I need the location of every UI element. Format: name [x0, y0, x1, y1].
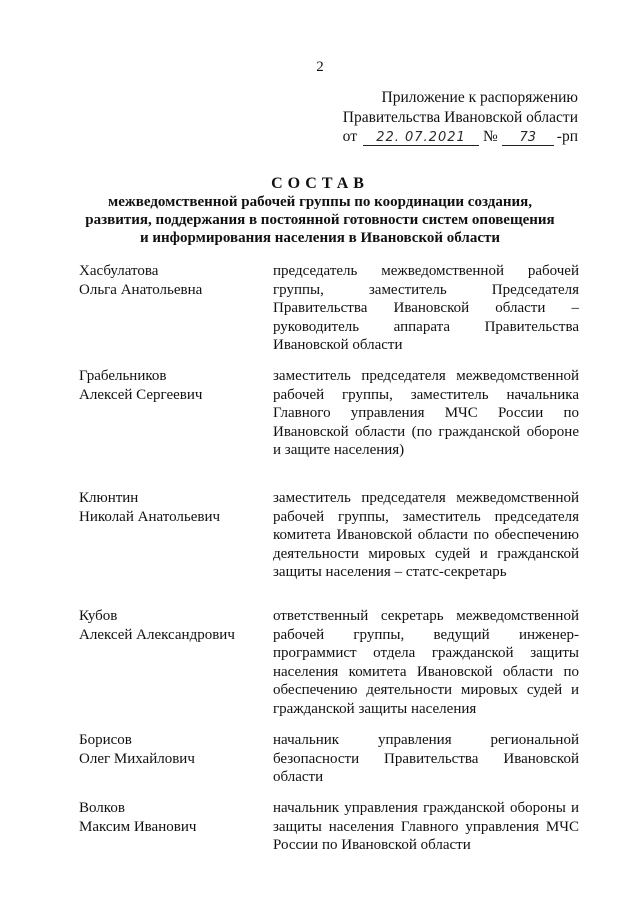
member-surname: Кубов	[79, 608, 118, 624]
member-given-name: Алексей Александрович	[79, 626, 235, 643]
order-suffix: -рп	[556, 128, 578, 145]
member-given-name: Олег Михайлович	[79, 750, 195, 767]
member-name	[79, 367, 269, 404]
member-role: заместитель председателя межведомственной рабочей группы, заместитель председателя комитета Ивановской области по обеспечению деятельности мировых судей и гражданской защиты населения – статс-секретарь	[273, 490, 579, 580]
member-name	[79, 799, 269, 836]
page-number: 2	[316, 59, 324, 75]
member-name	[79, 262, 269, 299]
member-surname: Клюнтин	[79, 490, 139, 506]
member-name	[79, 607, 269, 644]
subtitle-line: развития, поддержания в постоянной готовности систем оповещения	[85, 212, 555, 228]
member-surname: Борисов	[79, 732, 132, 748]
date-prefix: от	[342, 128, 357, 145]
member-role: начальник управления гражданской обороны и защиты населения Главного управления МЧС России по Ивановской области	[273, 800, 579, 853]
member-surname: Грабельников	[79, 368, 167, 384]
appendix-line-1: Приложение к распоряжению	[381, 89, 578, 106]
member-role: председатель межведомственной рабочей группы, заместитель Председателя Правительства Ивановской области – руководитель аппарата Правительства Ивановской области	[273, 263, 579, 353]
member-role: начальник управления региональной безопасности Правительства Ивановской области	[273, 732, 579, 785]
member-surname: Хасбулатова	[79, 263, 159, 279]
document-title: СОСТАВ	[271, 175, 369, 192]
member-role: заместитель председателя межведомственной рабочей группы, заместитель начальника Главного управления МЧС России по Ивановской области (по гражданской обороне и защите населения)	[273, 368, 579, 458]
member-name	[79, 731, 269, 768]
subtitle-line: и информирования населения в Ивановской области	[140, 230, 500, 246]
member-given-name: Николай Анатольевич	[79, 508, 221, 525]
member-name	[79, 489, 269, 526]
appendix-header	[320, 88, 578, 147]
document-subtitle	[60, 193, 580, 247]
subtitle-line: межведомственной рабочей группы по координации создания,	[108, 194, 532, 210]
appendix-line-2: Правительства Ивановской области	[342, 108, 578, 126]
handwritten-number: 73	[502, 130, 554, 146]
member-given-name: Максим Иванович	[79, 818, 197, 835]
member-role: ответственный секретарь межведомственной рабочей группы, ведущий инженер-программист отдела гражданской защиты населения комитета Ивановской области по обеспечению деятельности мировых судей и гражданской защиты населения	[273, 608, 579, 717]
member-surname: Волков	[79, 800, 125, 816]
order-date-number	[320, 127, 578, 147]
handwritten-date: 22. 07.2021	[363, 130, 479, 146]
number-prefix: №	[482, 128, 498, 145]
member-given-name: Алексей Сергеевич	[79, 386, 203, 403]
member-given-name: Ольга Анатольевна	[79, 281, 203, 298]
